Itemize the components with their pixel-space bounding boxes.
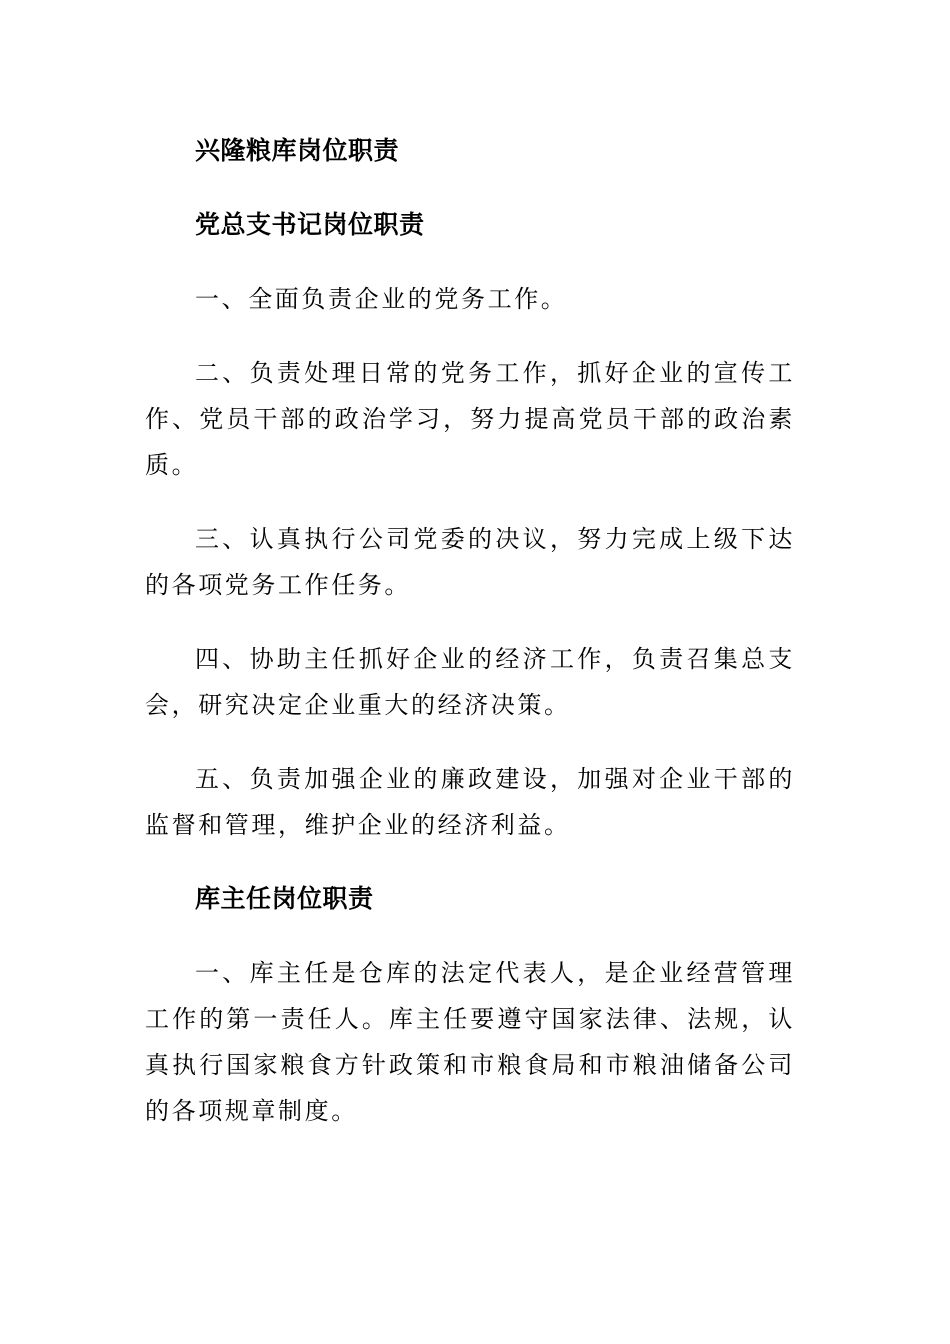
party-secretary-duty-3: 三、认真执行公司党委的决议，努力完成上级下达的各项党务工作任务。 [145,525,795,599]
section-heading-depot-director: 库主任岗位职责 [195,884,374,913]
document-body [145,128,795,1162]
party-secretary-duty-4: 四、协助主任抓好企业的经济工作，负责召集总支会，研究决定企业重大的经济决策。 [145,645,795,719]
depot-director-duty-1: 一、库主任是仓库的法定代表人，是企业经营管理工作的第一责任人。库主任要遵守国家法律、法规，认真执行国家粮食方针政策和市粮食局和市粮油储备公司的各项规章制度。 [145,959,795,1125]
party-secretary-duty-5: 五、负责加强企业的廉政建设，加强对企业干部的监督和管理，维护企业的经济利益。 [145,765,795,839]
party-secretary-duty-1: 一、全面负责企业的党务工作。 [195,285,568,313]
party-secretary-duty-2: 二、负责处理日常的党务工作，抓好企业的宣传工作、党员干部的政治学习，努力提高党员干部的政治素质。 [145,359,795,479]
document-title: 兴隆粮库岗位职责 [195,136,400,165]
section-heading-party-secretary: 党总支书记岗位职责 [195,210,425,239]
